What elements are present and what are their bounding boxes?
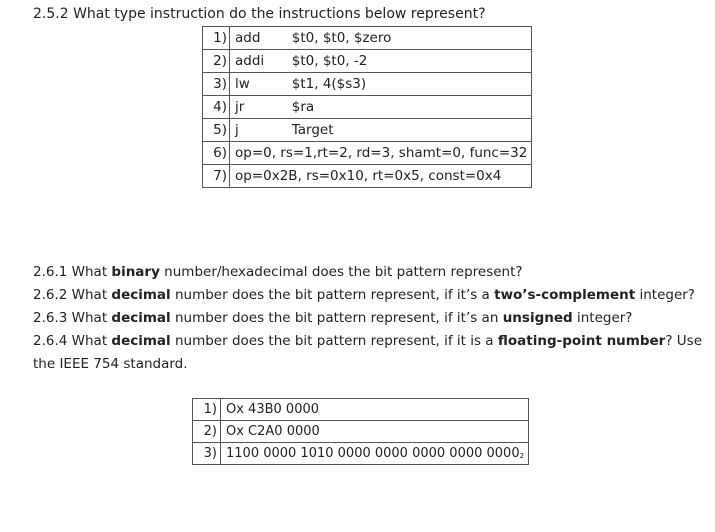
question-2-6-3: 2.6.3 What decimal number does the bit pattern represent, if it’s an unsigned integer? [33, 310, 633, 326]
row-number: 3) [203, 73, 230, 96]
bit-pattern-table [192, 398, 529, 465]
row-number: 1) [193, 399, 221, 421]
mnemonic: add [230, 27, 288, 50]
row-number: 3) [193, 443, 221, 465]
operands: $t0, $t0, $zero [288, 27, 532, 50]
table-row [193, 421, 529, 443]
table-row [193, 399, 529, 421]
section-heading: 2.5.2 What type instruction do the instructions below represent? [33, 6, 486, 22]
row-number: 2) [203, 50, 230, 73]
row-number: 1) [203, 27, 230, 50]
operands: $t0, $t0, -2 [288, 50, 532, 73]
table-row [203, 142, 532, 165]
operands: $ra [288, 96, 532, 119]
question-list [33, 261, 703, 376]
mnemonic: jr [230, 96, 288, 119]
operands: Target [288, 119, 532, 142]
row-number: 7) [203, 165, 230, 188]
row-number: 6) [203, 142, 230, 165]
table-row [203, 96, 532, 119]
question-2-6-4: 2.6.4 What decimal number does the bit pattern represent, if it is a floating-point number? Use [33, 333, 703, 349]
bit-pattern-value: Ox C2A0 0000 [221, 421, 529, 443]
bit-pattern-value: Ox 43B0 0000 [221, 399, 529, 421]
table-row [203, 119, 532, 142]
question-2-6-2: 2.6.2 What decimal number does the bit pattern represent, if it’s a two’s-complement integer? [33, 287, 695, 303]
mnemonic: j [230, 119, 288, 142]
table-row [203, 73, 532, 96]
field-values: op=0, rs=1,rt=2, rd=3, shamt=0, func=32 [230, 142, 532, 165]
row-number: 2) [193, 421, 221, 443]
mnemonic: addi [230, 50, 288, 73]
mnemonic: lw [230, 73, 288, 96]
question-2-6-4-continued: the IEEE 754 standard. [33, 356, 188, 372]
question-2-6-1: 2.6.1 What binary number/hexadecimal does the bit pattern represent? [33, 264, 523, 280]
field-values: op=0x2B, rs=0x10, rt=0x5, const=0x4 [230, 165, 532, 188]
row-number: 4) [203, 96, 230, 119]
table-row [203, 50, 532, 73]
table-row [193, 443, 529, 465]
table-row [203, 165, 532, 188]
base-subscript: 2 [519, 452, 525, 460]
table-row [203, 27, 532, 50]
operands: $t1, 4($s3) [288, 73, 532, 96]
row-number: 5) [203, 119, 230, 142]
bit-pattern-value: 1100 0000 1010 0000 0000 0000 0000 $0000_2$ [221, 443, 529, 465]
instruction-table [202, 26, 532, 188]
